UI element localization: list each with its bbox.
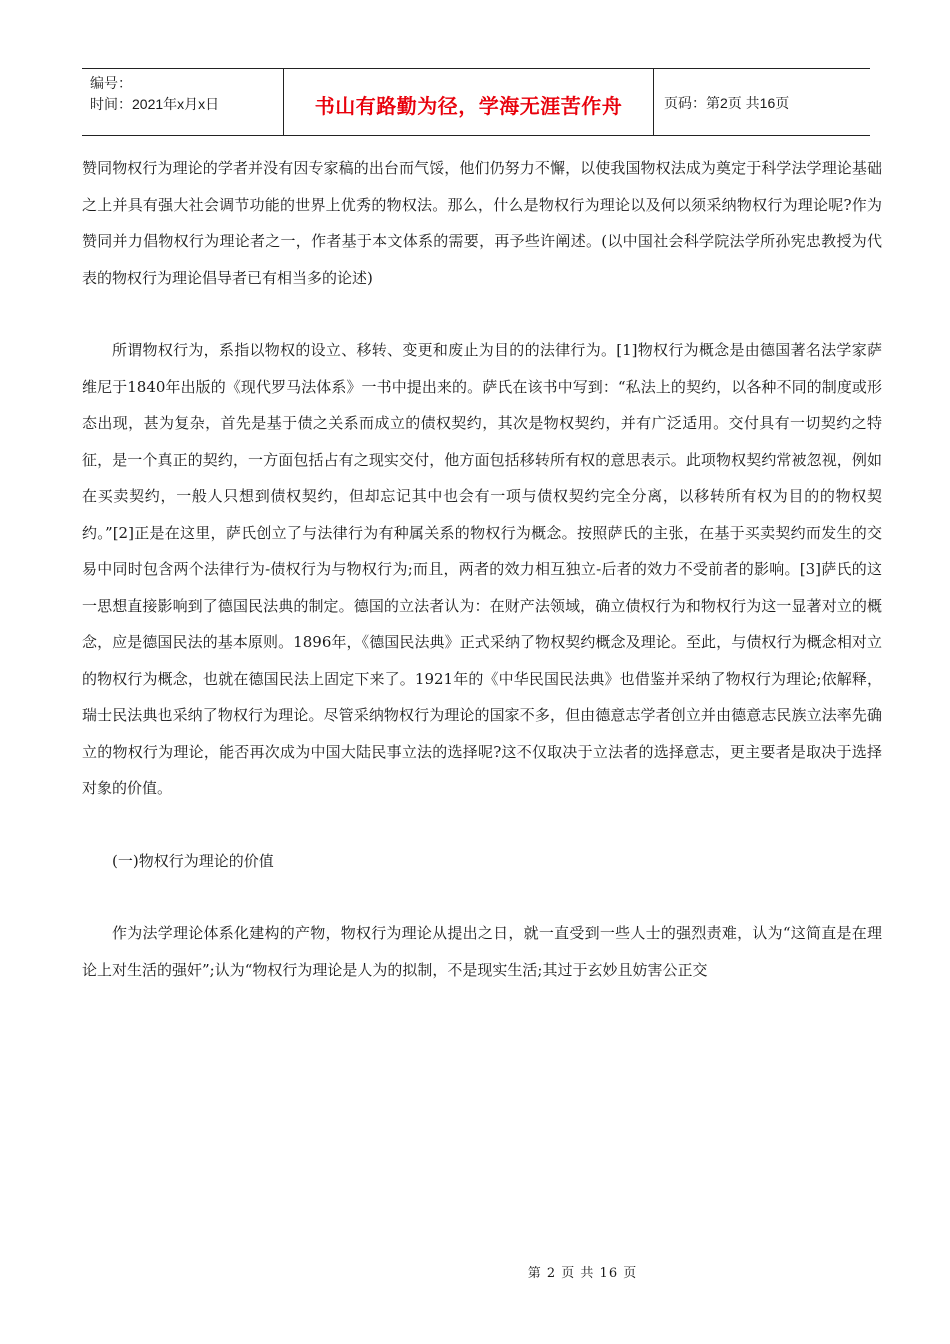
section-heading: (一)物权行为理论的价值 bbox=[112, 851, 274, 870]
header-motto-cell bbox=[284, 69, 654, 135]
footer-page-number: 第 2 页 共 16 页 bbox=[527, 1266, 638, 1281]
document-body bbox=[82, 150, 882, 988]
paragraph-gap bbox=[82, 879, 882, 915]
paragraph-1: 赞同物权行为理论的学者并没有因专家稿的出台而气馁，他们仍努力不懈，以使我国物权法成为奠定于科学法学理论基础之上并具有强大社会调节功能的世界上优秀的物权法。那么，什么是物权行为理论以及何以须采纳物权行为理论呢?作为赞同并力倡物权行为理论者之一，作者基于本文体系的需要，再予些许阐述。(以中国社会科学院法学所孙宪忠教授为代表的物权行为理论倡导者已有相当多的论述) bbox=[82, 159, 882, 287]
paragraph-gap bbox=[82, 296, 882, 332]
paragraph-3: 作为法学理论体系化建构的产物，物权行为理论从提出之日，就一直受到一些人士的强烈责难，认为“这简直是在理论上对生活的强奸”;认为“物权行为理论是人为的拟制，不是现实生活;其过于玄妙且妨害公正交 bbox=[82, 924, 882, 979]
header-meta-cell bbox=[82, 69, 284, 135]
paragraph-gap bbox=[82, 807, 882, 843]
document-header bbox=[82, 68, 870, 136]
date-label: 时间：2021年x月x日 bbox=[90, 96, 220, 112]
page-label: 页码：第2页 共16页 bbox=[664, 95, 790, 111]
page-footer bbox=[0, 1262, 950, 1281]
number-label: 编号： bbox=[90, 75, 132, 91]
header-page-cell bbox=[654, 69, 870, 135]
motto-text: 书山有路勤为径，学海无涯苦作舟 bbox=[314, 93, 623, 118]
paragraph-2: 所谓物权行为，系指以物权的设立、移转、变更和废止为目的的法律行为。[1]物权行为概念是由德国著名法学家萨维尼于1840年出版的《现代罗马法体系》一书中提出来的。萨氏在该书中写到：“私法上的契约，以各种不同的制度或形态出现，甚为复杂，首先是基于债之关系而成立的债权契约，其次是物权契约，并有广泛适用。交付具有一切契约之特征，是一个真正的契约，一方面包括占有之现实交付，他方面包括移转所有权的意思表示。此项物权契约常被忽视，例如在买卖契约，一般人只想到债权契约，但却忘记其中也会有一项与债权契约完全分离，以移转所有权为目的的物权契约。”[2]正是在这里，萨氏创立了与法律行为有种属关系的物权行为概念。按照萨氏的主张，在基于买卖契约而发生的交易中同时包含两个法律行为-债权行为与物权行为;而且，两者的效力相互独立-后者的效力不受前者的影响。[3]萨氏的这一思想直接影响到了德国民法典的制定。德国的立法者认为：在财产法领域，确立债权行为和物权行为这一显著对立的概念，应是德国民法的基本原则。1896年，《德国民法典》正式采纳了物权契约概念及理论。至此，与债权行为概念相对立的物权行为概念，也就在德国民法上固定下来了。1921年的《中华民国民法典》也借鉴并采纳了物权行为理论;依解释，瑞士民法典也采纳了物权行为理论。尽管采纳物权行为理论的国家不多，但由德意志学者创立并由德意志民族立法率先确立的物权行为理论，能否再次成为中国大陆民事立法的选择呢?这不仅取决于立法者的选择意志，更主要者是取决于选择对象的价值。 bbox=[82, 341, 882, 797]
